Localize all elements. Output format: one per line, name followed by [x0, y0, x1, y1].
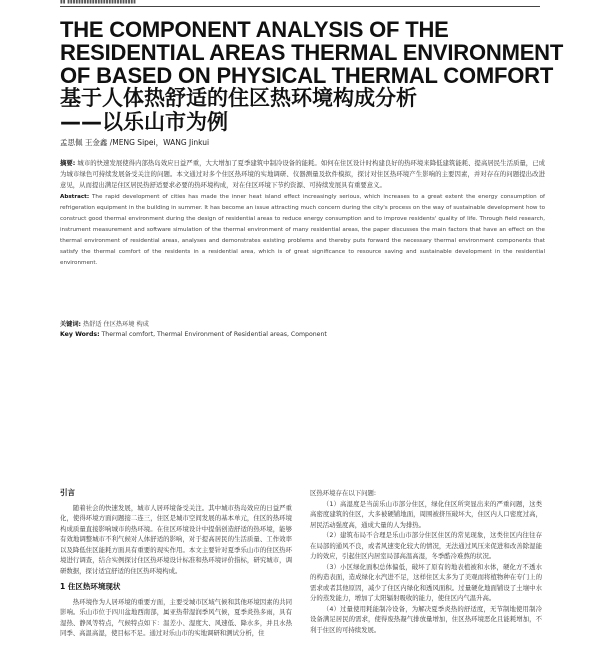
abstract-chinese-label: 摘要:	[60, 159, 76, 167]
abstract-chinese-text: 城市的快速发展使得内部热岛效应日益严重，大大增加了夏季建筑中制冷设备的能耗。如何在住区设计时构建良好的热环境来降低建筑能耗、提高居民生活质量，已成为城市绿色可持续发展备受关注的问题。本文通过对多个住区热环境的实地调研、仪器测量及软件模拟，探讨对住区热环境产生影响的主要因素，并对存在的问题提出改进意见，从而提出满足住区居民热舒适要求必要的热环境构成，对在住区环境下节约资源、可持续发展具有重要意义。	[60, 159, 545, 189]
abstract-chinese	[60, 158, 545, 191]
title-english	[60, 17, 564, 88]
problem-item: （3）小区绿化面积总体偏低，破坏了原有的地表植被和水体，硬化方不透水的构造表面，造成绿化水汽进不足，这样住区太多为了美观而将植物种在专门上的需求或者其他原因，减少了住区内绿化和透风面积。过量硬化地面铺设了土壤中水分的蒸发能力，增加了太阳辐射吸收的能力，使住区内气温升高。	[310, 562, 542, 602]
intro-paragraph: 随着社会的快速发展，城市人居环境备受关注。其中城市热岛效应的日益严重化，使得环境方面问题接二连三，住区是城市空间发展的基本单元，住区的热环境构成质量直接影响城市的热环境。在住区环境设计中提倡创造舒适的热环境，能够有效地调整城市不利气候对人体舒适的影响，对于提高居民的生活质量、工作效率以及降低住区能耗方面具有重要的现实作用。本文主要针对夏季乐山市的住区热环境进行调查，结合实例探讨住区热环境设计标准和热环境评价指标，研究城市，调研数据，探讨适宜舒适的住区热环境构成。	[60, 503, 292, 575]
body-column-left	[60, 488, 292, 639]
title-english-line: RESIDENTIAL AREAS THERMAL ENVIRONMENT	[60, 40, 564, 65]
abstract-english-text: The rapid development of cities has made the inner heat island effect increasingly serious, which increases to a great extent the energy consumption of refrigeration equipment in the building in summer. It has become an issue attracting much concern during the city's process on the way of sustainable development how to construct good thermal environment during the design of residential areas to reduce energy consumption and to improve residents' quality of life. Through field research, instrument measurement and software simulation of the thermal environment of many residential areas, the paper discusses the main factors that have an effect on the thermal environment of residential areas, analyses and demonstrates existing problems and thereby puts forward the necessary thermal environment components that satisfy the thermal comfort of the residents in a residential area, which is of great significance to resource saving and sustainable development in the residential environment.	[60, 194, 546, 266]
keywords-chinese-label: 关键词:	[60, 321, 82, 328]
title-english-line: THE COMPONENT ANALYSIS OF THE	[60, 17, 449, 42]
running-head: ▮▮ ▮▮▮▮▮▮▮▮▮▮▮▮▮▮▮▮▮▮▮▮▮▮▮▮▮	[60, 0, 540, 7]
title-english-line: OF BASED ON PHYSICAL THERMAL COMFORT	[60, 63, 554, 88]
problems-lead: 区热环境存在以下问题:	[310, 489, 377, 497]
section-1-paragraph: 热环境作为人居环境的重要方面，主要受城市区域气候和其他环境因素的共同影响。乐山市位于四川盆地西南部，属亚热带湿润季风气候，夏季炎热多雨，具有湿热、静风等特点，气候特点如下：温差小、湿度大、风速低、降水多，并且水热同季、高温高湿，使目标不足。通过对乐山市的实地调研和测试分析，住	[60, 597, 292, 637]
title-chinese-line: ——以乐山市为例	[60, 110, 228, 134]
keywords-chinese-text: 热舒适 住区热环境 构成	[83, 321, 149, 328]
keywords-block	[60, 320, 545, 340]
title-chinese	[60, 86, 560, 134]
keywords-english-text: Thermal comfort, Thermal Environment of Residential areas, Component	[101, 331, 327, 338]
body-column-right	[310, 488, 542, 635]
keywords-english	[60, 330, 545, 340]
problem-item: （4）过量使用耗能制冷设备，为解决夏季炎热的舒适度，无节制地使用制冷设备满足居民的需求，使得废热凝气排放量增加，住区热环境恶化且能耗增加，不利于住区的可持续发展。	[310, 604, 542, 634]
abstract-english-label: Abstract:	[60, 194, 90, 200]
section-1-heading: 1 住区热环境现状	[60, 582, 121, 591]
problem-item: （1）高湿度是当前乐山市部分住区，绿化住区所突显出来的严重问题，这类高密度建筑的住区，大多被硬铺地面，周围被挤压破坏大，住区内人口密度过高，居民活动强度高，通成大量的人为排热。	[310, 499, 542, 529]
problem-item: （2）建筑布局不合理是乐山市部分住区住区的常见现象，这类住区内往往存在局部的通风不良，或者风速变化较大的情况，无法通过风压来促进和改善除湿能力的效应，引起住区内居室局部高温高湿，冬季酷冷难熬的状况。	[310, 531, 542, 560]
authors: 孟思佩 王金鑫 /MENG Sipei，WANG Jinkui	[60, 138, 210, 147]
keywords-english-label: Key Words:	[60, 331, 100, 338]
abstract-block	[60, 158, 545, 269]
title-chinese-line: 基于人体热舒适的住区热环境构成分析	[60, 86, 417, 110]
keywords-chinese	[60, 320, 545, 330]
abstract-english	[60, 192, 545, 269]
intro-heading: 引言	[60, 488, 75, 497]
